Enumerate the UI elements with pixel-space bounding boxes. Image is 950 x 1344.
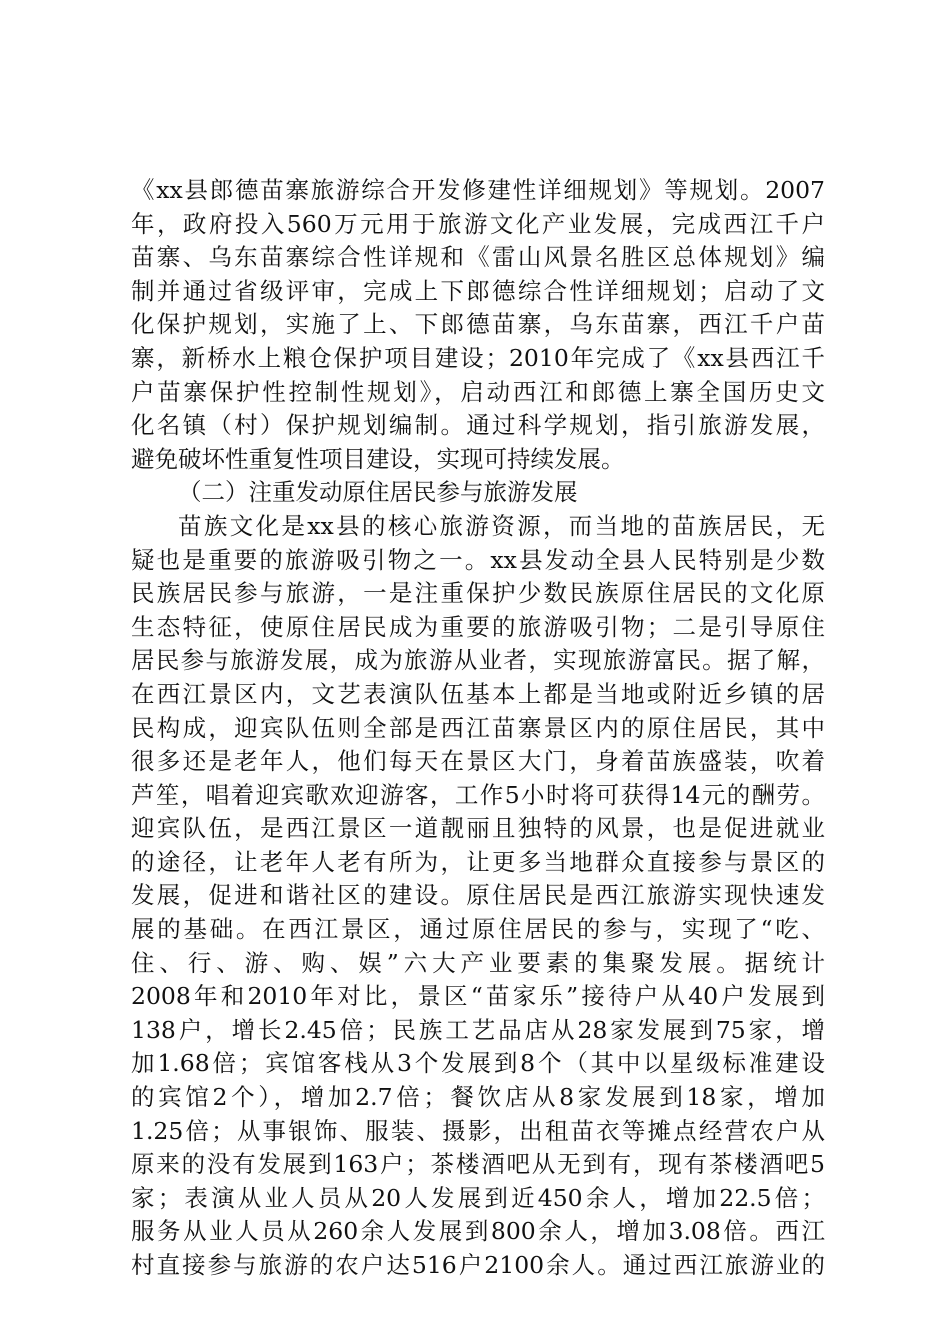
text-line: 户苗寨保护性控制性规划》，启动西江和郎德上寨全国历史文 — [131, 377, 825, 406]
text-line: 1.25倍；从事银饰、服装、摄影，出租苗衣等摊点经营农户从 — [131, 1116, 825, 1145]
text-line: 的途径，让老年人老有所为，让更多当地群众直接参与景区的 — [131, 847, 825, 876]
text-line: 2008年和2010年对比，景区“苗家乐”接待户从40户发展到 — [131, 982, 825, 1011]
text-line: 寨，新桥水上粮仓保护项目建设；2010年完成了《xx县西江千 — [131, 343, 825, 372]
text-line: 芦笙，唱着迎宾歌欢迎游客，工作5小时将可获得14元的酬劳。 — [131, 780, 825, 809]
text-line: 138户，增长2.45倍；民族工艺品店从28家发展到75家，增 — [131, 1015, 825, 1044]
text-line: 民构成，迎宾队伍则全部是西江苗寨景区内的原住居民，其中 — [131, 713, 825, 742]
section-heading: （二）注重发动原住居民参与旅游发展 — [178, 478, 578, 507]
text-line: 居民参与旅游发展，成为旅游从业者，实现旅游富民。据了解， — [131, 646, 825, 675]
text-line: 年，政府投入560万元用于旅游文化产业发展，完成西江千户 — [131, 209, 825, 238]
text-line: 原来的没有发展到163户；茶楼酒吧从无到有，现有茶楼酒吧5 — [131, 1150, 825, 1179]
text-line: 展的基础。在西江景区，通过原住居民的参与，实现了“吃、 — [131, 915, 825, 944]
text-line: 家；表演从业人员从20人发展到近450余人，增加22.5倍； — [131, 1183, 825, 1212]
text-line: 很多还是老年人，他们每天在景区大门，身着苗族盛装，吹着 — [131, 747, 825, 776]
text-line: 化保护规划，实施了上、下郎德苗寨，乌东苗寨，西江千户苗 — [131, 310, 825, 339]
document-body — [131, 174, 825, 1283]
text-line: 疑也是重要的旅游吸引物之一。xx县发动全县人民特别是少数 — [131, 545, 825, 574]
text-line: 苗寨、乌东苗寨综合性详规和《雷山风景名胜区总体规划》编 — [131, 243, 825, 272]
text-line: 在西江景区内，文艺表演队伍基本上都是当地或附近乡镇的居 — [131, 679, 825, 708]
text-line: 避免破坏性重复性项目建设，实现可持续发展。 — [131, 444, 625, 473]
text-line: 制并通过省级评审，完成上下郎德综合性详细规划；启动了文 — [131, 276, 825, 305]
text-line: 服务从业人员从260余人发展到800余人，增加3.08倍。西江 — [131, 1217, 825, 1246]
text-line: 《xx县郎德苗寨旅游综合开发修建性详细规划》等规划。2007 — [131, 176, 825, 204]
text-line: 迎宾队伍，是西江景区一道靓丽且独特的风景，也是促进就业 — [131, 814, 825, 843]
text-line: 生态特征，使原住居民成为重要的旅游吸引物；二是引导原住 — [131, 612, 825, 641]
text-line: 村直接参与旅游的农户达516户2100余人。通过西江旅游业的 — [131, 1251, 825, 1279]
text-line: 苗族文化是xx县的核心旅游资源，而当地的苗族居民，无 — [178, 511, 825, 540]
text-line: 发展，促进和谐社区的建设。原住居民是西江旅游实现快速发 — [131, 881, 825, 910]
text-line: 住、行、游、购、娱”六大产业要素的集聚发展。据统计 — [131, 948, 825, 977]
paragraph-residents — [131, 510, 825, 1283]
text-line: 民族居民参与旅游，一是注重保护少数民族原住居民的文化原 — [131, 579, 825, 608]
text-line: 加1.68倍；宾馆客栈从3个发展到8个（其中以星级标准建设 — [131, 1049, 825, 1078]
text-line: 的宾馆2个），增加2.7倍；餐饮店从8家发展到18家，增加 — [131, 1083, 825, 1112]
text-line: 化名镇（村）保护规划编制。通过科学规划，指引旅游发展， — [131, 411, 825, 440]
paragraph-planning — [131, 174, 825, 476]
